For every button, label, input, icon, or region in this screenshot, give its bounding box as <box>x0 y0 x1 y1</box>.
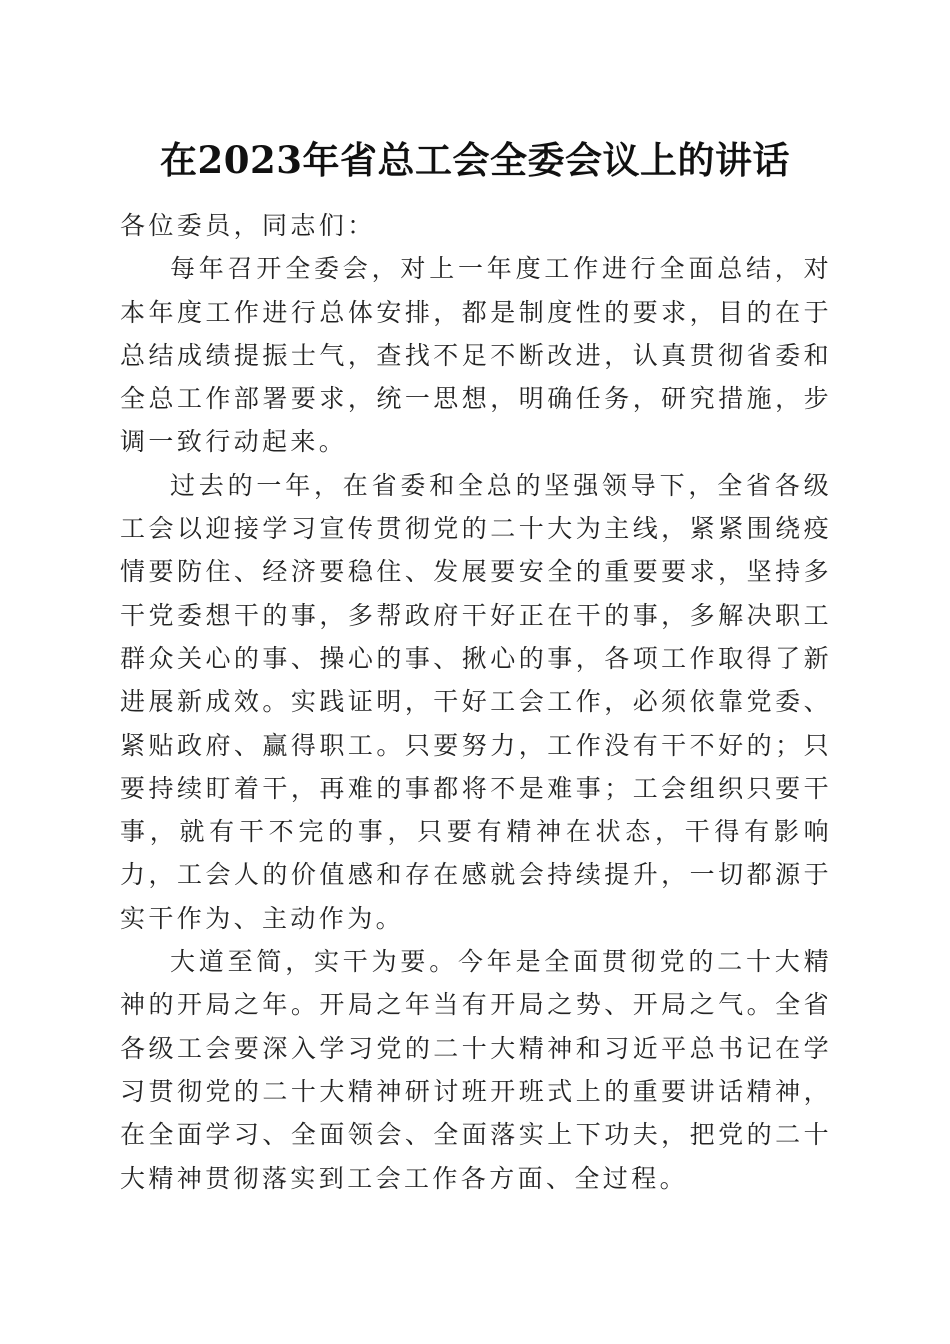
salutation: 各位委员，同志们： <box>120 211 376 240</box>
paragraph-past-year-review: 过去的一年，在省委和全总的坚强领导下，全省各级工会以迎接学习宣传贯彻党的二十大为主线，紧紧围绕疫情要防住、经济要稳住、发展要安全的重要要求，坚持多干党委想干的事，多帮政府干好正在干的事，多解决职工群众关心的事、操心的事、揪心的事，各项工作取得了新进展新成效。实践证明，干好工会工作，必须依靠党委、紧贴政府、赢得职工。只要努力，工作没有干不好的；只要持续盯着干，再难的事都将不是难事；工会组织只要干事，就有干不完的事，只要有精神在状态，干得有影响力，工会人的价值感和存在感就会持续提升，一切都源于实干作为、主动作为。 <box>120 470 832 933</box>
paragraph-this-year-tasks: 大道至简，实干为要。今年是全面贯彻党的二十大精神的开局之年。开局之年当有开局之势、开局之气。全省各级工会要深入学习党的二十大精神和习近平总书记在学习贯彻党的二十大精神研讨班开班式上的重要讲话精神，在全面学习、全面领会、全面落实上下功夫，把党的二十大精神贯彻落实到工会工作各方面、全过程。 <box>120 947 832 1193</box>
document-title: 在2023年省总工会全委会议上的讲话 <box>160 138 790 182</box>
paragraph-annual-meeting-purpose: 每年召开全委会，对上一年度工作进行全面总结，对本年度工作进行总体安排，都是制度性的要求，目的在于总结成绩提振士气，查找不足不断改进，认真贯彻省委和全总工作部署要求，统一思想，明确任务，研究措施，步调一致行动起来。 <box>120 254 832 457</box>
document-body <box>120 204 832 1200</box>
